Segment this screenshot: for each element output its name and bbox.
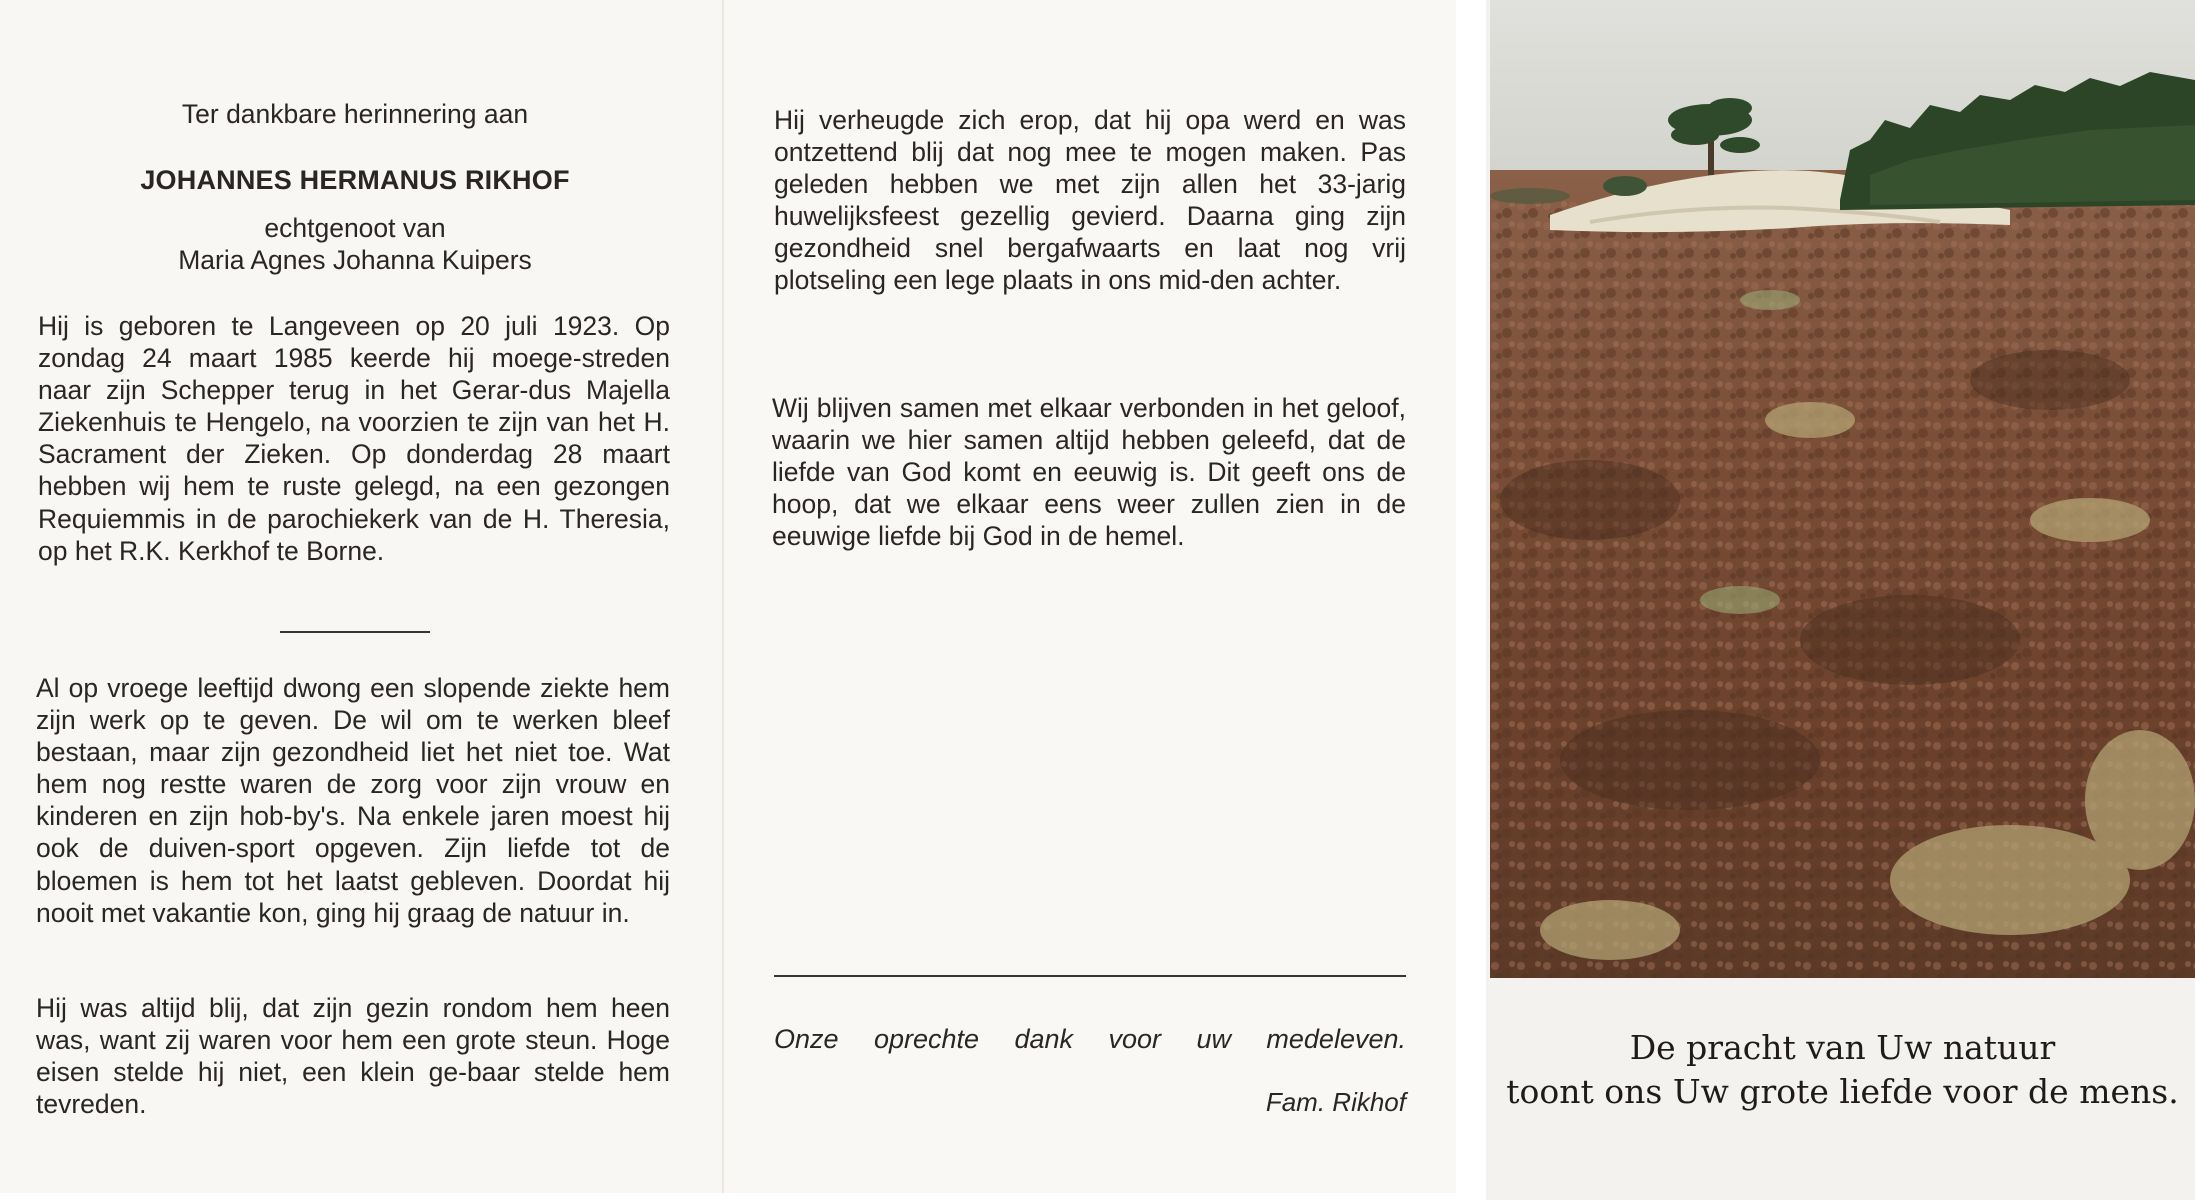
family-paragraph: Hij was altijd blij, dat zijn gezin rondom hem heen was, want zij waren voor hem een grote steun. Hoge eisen stelde hij niet, een klein ge-baar stelde hem tevreden. (36, 993, 670, 1120)
closing-divider (774, 975, 1406, 977)
thanks-line: Onze oprechte dank voor uw medeleven. (774, 1024, 1406, 1054)
illness-paragraph: Al op vroege leeftijd dwong een slopende ziekte hem zijn werk op te geven. De wil om te werken bleef bestaan, maar zijn gezondheid liet het niet toe. Wat hem nog restte waren de zorg voor zijn vrouw en kinderen en zijn hob-by's. Na enkele jaren moest hij ook de duiven-sport opgeven. Zijn liefde tot de bloemen is hem tot het laatst gebleven. Doordat hij nooit met vakantie kon, ging hij graag de natuur in. (36, 673, 670, 928)
section-divider (280, 631, 430, 633)
heathland-landscape-image (1490, 0, 2195, 978)
spouse-name: Maria Agnes Johanna Kuipers (178, 245, 532, 275)
card-bottom-edge (0, 1193, 1456, 1200)
spouse-label: echtgenoot van (264, 213, 446, 243)
family-signature: Fam. Rikhof (1265, 1087, 1406, 1117)
verse-line-1: De pracht van Uw natuur (1629, 1028, 2056, 1067)
biography-paragraph: Hij is geboren te Langeveen op 20 juli 1923. Op zondag 24 maart 1985 keerde hij moege-streden naar zijn Schepper terug in het Gerar-dus Majella Ziekenhuis te Hengelo, na voorzien te zijn van het H. Sacrament der Zieken. Op donderdag 28 maart hebben wij hem te ruste gelegd, na een gezongen Requiemmis in de parochiekerk van de H. Theresia, op het R.K. Kerkhof te Borne. (38, 311, 670, 566)
deceased-name: JOHANNES HERMANUS RIKHOF (140, 165, 570, 195)
faith-paragraph: Wij blijven samen met elkaar verbonden in het geloof, waarin we hier samen altijd hebben geleefd, dat de liefde van God komt en eeuwig is. Dit geeft ons de hoop, dat we elkaar eens weer zullen zien in de eeuwige liefde bij God in de hemel. (772, 393, 1406, 552)
grandfather-paragraph: Hij verheugde zich erop, dat hij opa werd en was ontzettend blij dat nog mee te mogen maken. Pas geleden hebben we met zijn allen het 33-jarig huwelijksfeest gezellig gevierd. Daarna ging zijn gezondheid snel bergafwaarts en laat nog vrij plotseling een lege plaats in ons mid-den achter. (774, 105, 1406, 296)
spouse-block (40, 212, 670, 276)
heathland-photo (1490, 0, 2195, 978)
scan-gutter (1456, 0, 1486, 1200)
intro-line: Ter dankbare herinnering aan (181, 99, 529, 129)
verse-block (1490, 1026, 2195, 1114)
verse-line-2: toont ons Uw grote liefde voor de mens. (1506, 1072, 2179, 1111)
card-fold (722, 0, 724, 1195)
